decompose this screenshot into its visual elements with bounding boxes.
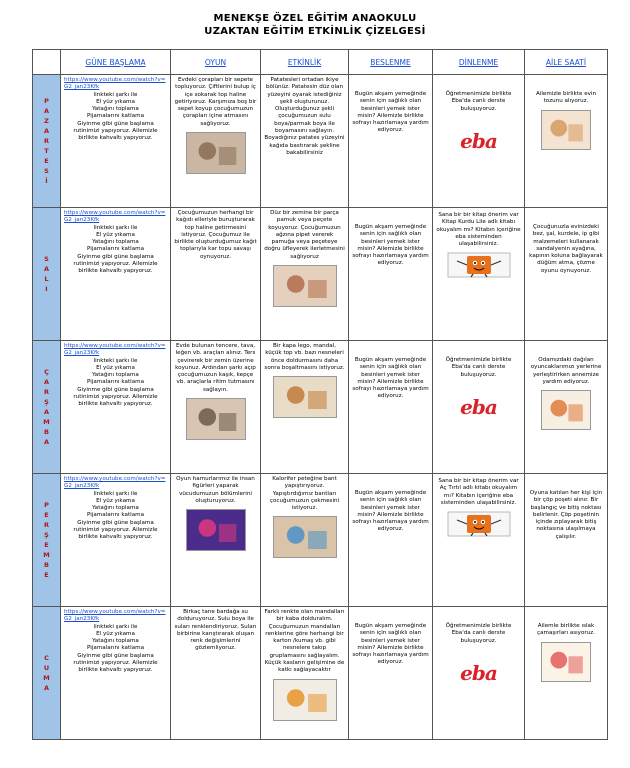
oyun-cell [171,607,261,740]
beslenme-text: Bugün akşam yemeğinde senin için sağlıklı olan besinleri yemek ister misin? Ailemizle birlikte sofrayı hazırlamaya yardım ediyoruz. [352,91,429,134]
routine-line: Pijamalarını katlama [87,645,144,652]
day-letter: E [44,571,49,579]
day-letter: P [44,501,49,509]
aile-text: Ailemle birlikte ıslak çamaşırları asıyoruz. [537,623,595,637]
header-corner [33,50,61,75]
routine-line: Pijamalarını katlama [87,379,144,386]
header-beslenme: BESLENME [349,50,433,75]
aile-illustration [541,642,591,682]
aile-saati-cell [525,607,608,740]
etkinlik-photo [273,679,337,721]
table-row [33,341,608,474]
aile-text: Ailemizle birlikte evin tozunu alıyoruz. [535,91,597,105]
aile-saati-cell [525,474,608,607]
oyun-cell [171,474,261,607]
header-aile-saati: AİLE SAATİ [525,50,608,75]
title-line-1: MENEKŞE ÖZEL EĞİTİM ANAOKULU [213,13,417,24]
beslenme-text: Bugün akşam yemeğinde senin için sağlıklı olan besinleri yemek ister misin? Ailemizle birlikte sofrayı hazırlamaya yardım ediyoruz. [352,357,429,400]
beslenme-cell [349,75,433,208]
routine-line: linkteki şarkı ile [93,357,138,364]
activity-table [32,49,608,740]
day-cell [33,341,61,474]
routine-line: Pijamalarını katlama [87,113,144,120]
oyun-photo [186,398,246,440]
dinlenme-text: Öğretmenimizle birlikte Eba'da canlı derste buluşuyoruz. [445,357,512,378]
dinlenme-cell [433,474,525,607]
routine-line: Yatağını toplama [92,106,139,113]
day-letter: P [44,97,49,105]
youtube-link[interactable]: https://www.youtube.com/watch?v=G2_jan23Kfk [64,476,166,490]
gune-baslama-cell [61,474,171,607]
routine-line: El yüz yıkama [96,497,135,504]
day-letter: E [44,157,49,165]
day-letter: R [43,137,49,145]
day-letter: M [43,418,50,426]
book-character-icon [447,511,511,537]
routine-line: El yüz yıkama [96,231,135,238]
dinlenme-text: Sana bir bir kitap önerim var Kitap Kurdu Lile adlı kitabı okuyalım mı? Kitabın içeriğine eba sisteminden ulaşabilirsiniz. [436,212,521,248]
routine-line: El yüz yıkama [96,98,135,105]
etkinlik-cell [261,341,349,474]
day-cell [33,607,61,740]
day-cell [33,75,61,208]
day-letter: A [43,107,50,115]
day-letter: B [44,561,49,569]
oyun-cell [171,208,261,341]
etkinlik-text: Kalorifer peteğine bant yapıştırıyoruz. Yapıştırdığımız bantları çocuğumuzun çekmesini istiyoruz. [269,476,340,512]
routine-line: Giyinme gibi güne başlama rutinimizi yapıyoruz. Ailemizle birlikte kahvaltı yapıyoruz. [73,652,158,674]
youtube-link[interactable]: https://www.youtube.com/watch?v=G2_jan23Kfk [64,609,166,623]
day-letter: E [44,511,49,519]
aile-saati-cell [525,341,608,474]
routine-line: Pijamalarını katlama [87,246,144,253]
youtube-link[interactable]: https://www.youtube.com/watch?v=G2_jan23Kfk [64,210,166,224]
day-letter: M [43,551,50,559]
routine-line: Yatağını toplama [92,638,139,645]
day-letter: A [43,265,50,273]
day-letter: C [44,654,49,662]
oyun-photo [186,132,246,174]
aile-saati-cell [525,208,608,341]
title-line-2: UZAKTAN EĞİTİM ETKİNLİK ÇİZELGESİ [204,26,426,37]
oyun-photo [186,509,246,551]
day-letter: B [44,428,49,436]
day-letter: R [43,388,49,396]
beslenme-cell [349,607,433,740]
routine-line: Giyinme gibi güne başlama rutinimizi yapıyoruz. Ailemizle birlikte kahvaltı yapıyoruz. [73,120,158,142]
youtube-link[interactable]: https://www.youtube.com/watch?v=G2_jan23Kfk [64,343,166,357]
header-etkinlik: ETKİNLİK [261,50,349,75]
routine-line: Giyinme gibi güne başlama rutinimizi yapıyoruz. Ailemizle birlikte kahvaltı yapıyoruz. [73,519,158,541]
day-letter: T [44,147,49,155]
dinlenme-text: Öğretmenimizle birlikte Eba'da canlı derste buluşuyoruz. [445,91,512,112]
day-letter: Ş [44,398,49,406]
header-oyun: OYUN [171,50,261,75]
dinlenme-text: Sana bir bir kitap önerim var Aç Tırtıl adlı kitabı okuyalım mı? Kitabın içeriğine eba sisteminden ulaşabilirsiniz. [438,478,519,506]
day-letter: U [43,664,50,672]
aile-illustration [541,390,591,430]
etkinlik-text: Farklı renkte olan mandalları bir kaba dolduralım. Çocuğumuzun mandalları renklerine göre herhangi bir karton /kumaş vb. gibi nesnelere takıp gruplamasını sağlayalım. Küçük kasların gelişimine de katkı sağlayacaktır [264,609,345,674]
document-title [0,0,630,38]
routine-line: linkteki şarkı ile [93,623,138,630]
oyun-text: Birkaç tane bardağa su dolduruyoruz. Sulu boya ile suları renklendiriyoruz. Suları birbirine karıştırarak oluşan renk değişimlerini gözlemliyoruz. [174,609,257,652]
aile-text: Odamızdaki dağılan oyuncaklarımızı yerlerine yerleştirirken annemize yardım ediyoruz. [530,357,602,385]
header-row [33,50,608,75]
beslenme-text: Bugün akşam yemeğinde senin için sağlıklı olan besinleri yemek ister misin? Ailemizle birlikte sofrayı hazırlamaya yardım ediyoruz. [352,490,429,533]
etkinlik-photo [273,376,337,418]
day-letter: I [45,285,48,293]
oyun-text: Oyun hamurlarımız ile insan figürleri yaparak vücudumuzun bölümlerini oluşturuyoruz. [176,476,255,504]
dinlenme-cell [433,341,525,474]
beslenme-text: Bugün akşam yemeğinde senin için sağlıklı olan besinleri yemek ister misin? Ailemizle birlikte sofrayı hazırlamaya yardım ediyoruz. [352,623,429,666]
day-letter: Ç [44,368,49,376]
etkinlik-photo [273,516,337,558]
etkinlik-text: Düz bir zemine bir parça pamuk veya peçete koyuyoruz. Çocuğumuzun ağzına pipet vererek pamuğa veya peçeteye doğru üfleyerek ilerletmesini sağlıyoruz [264,210,345,260]
gune-baslama-cell [61,208,171,341]
routine-line: Yatağını toplama [92,239,139,246]
routine-line: Giyinme gibi güne başlama rutinimizi yapıyoruz. Ailemizle birlikte kahvaltı yapıyoruz. [73,386,158,408]
etkinlik-cell [261,75,349,208]
day-letter: A [43,408,50,416]
day-letter: Ş [44,531,49,539]
table-row [33,75,608,208]
etkinlik-text: Bir kapa lego, mandal, küçük top vb. bazı nesneleri önce doldurmasını daha sonra boşaltmasını istiyoruz. [264,343,345,371]
aile-illustration [541,110,591,150]
dinlenme-cell [433,208,525,341]
etkinlik-photo [273,265,337,307]
day-letter: A [43,127,50,135]
gune-baslama-cell [61,75,171,208]
day-letter: A [43,438,50,446]
header-gune-baslama: GÜNE BAŞLAMA [61,50,171,75]
youtube-link[interactable]: https://www.youtube.com/watch?v=G2_jan23Kfk [64,77,166,91]
routine-line: Giyinme gibi güne başlama rutinimizi yapıyoruz. Ailemizle birlikte kahvaltı yapıyoruz. [73,253,158,275]
table-row [33,474,608,607]
routine-line: linkteki şarkı ile [93,91,138,98]
oyun-text: Evdeki çorapları bir sepete topluyoruz. Çiftlerini bulup iç içe sokarak top haline getiriyoruz. Karşımıza boş bir sepet koyup çocuğumuzun çorapları içine atmasını sağlıyoruz. [174,77,257,127]
day-letter: R [43,521,49,529]
aile-saati-cell [525,75,608,208]
oyun-text: Çocuğumuzun herhangi bir kağıdı elleriyle buruşturarak top haline getirmesini istiyoruz. Çocuğumuz ile birlikte oluşturduğumuz kağıt toplarıyla kar topu savaşı oynuyoruz. [174,210,257,260]
eba-logo: eba [460,128,497,153]
etkinlik-text: Patatesleri ortadan ikiye bölünüz. Patatesin düz olan yüzeyini oyarak istediğiniz şekli oluşturunuz. Oluşturduğunuz şekli çocuğumuzun sulu boya/parmak boya ile boyamasını sağlayın. Boyadığınız patates yüzeyini kağıda bastırarak şekline bakabilirsiniz [264,77,345,156]
day-letter: S [44,167,49,175]
aile-text: Oyuna katılan her kişi için bir çöp poşeti alınır. Bir başlangıç ve bitiş noktası belirlenir. Çöp poşetinin içinde zıplayarak bitiş noktasına ulaşılmaya çalışılır. [529,490,603,540]
day-letter: İ [45,177,48,185]
day-letter: Z [44,117,49,125]
day-letter: M [43,674,50,682]
table-row [33,607,608,740]
routine-line: Pijamalarını katlama [87,512,144,519]
eba-logo: eba [460,394,497,419]
etkinlik-cell [261,474,349,607]
day-cell [33,208,61,341]
oyun-text: Evde bulunan tencere, tava, leğen vb. araçları alınız. Ters çevirerek bir zemin üzerine koyunuz. Ardından şarkı açıp çocuğumuzun kaşık, kepçe vb. araçlarla ritim tutmasını sağlayın. [175,343,256,393]
book-character-icon [447,252,511,278]
routine-line: Yatağını toplama [92,505,139,512]
gune-baslama-cell [61,341,171,474]
oyun-cell [171,75,261,208]
dinlenme-cell [433,607,525,740]
gune-baslama-cell [61,607,171,740]
day-letter: E [44,541,49,549]
day-letter: A [43,684,50,692]
dinlenme-cell [433,75,525,208]
routine-line: linkteki şarkı ile [93,224,138,231]
aile-text: Çocuğunuzla evinizdeki bez, şal, kurdele, ip gibi malzemeleri kullanarak sandalyenin ayağına, kapının koluna bağlayarak düğüm atma, çözme oyunu oynuyoruz. [529,224,603,274]
beslenme-cell [349,208,433,341]
eba-logo: eba [460,660,497,685]
day-cell [33,474,61,607]
table-row [33,208,608,341]
beslenme-text: Bugün akşam yemeğinde senin için sağlıklı olan besinleri yemek ister misin? Ailemizle birlikte sofrayı hazırlamaya yardım ediyoruz. [352,224,429,267]
day-letter: S [44,255,49,263]
routine-line: Yatağını toplama [92,372,139,379]
etkinlik-cell [261,607,349,740]
routine-line: El yüz yıkama [96,630,135,637]
etkinlik-cell [261,208,349,341]
beslenme-cell [349,474,433,607]
day-letter: A [43,378,50,386]
oyun-cell [171,341,261,474]
routine-line: linkteki şarkı ile [93,490,138,497]
beslenme-cell [349,341,433,474]
routine-line: El yüz yıkama [96,364,135,371]
dinlenme-text: Öğretmenimizle birlikte Eba'da canlı derste buluşuyoruz. [445,623,512,644]
day-letter: L [44,275,49,283]
header-dinlenme: DİNLENME [433,50,525,75]
